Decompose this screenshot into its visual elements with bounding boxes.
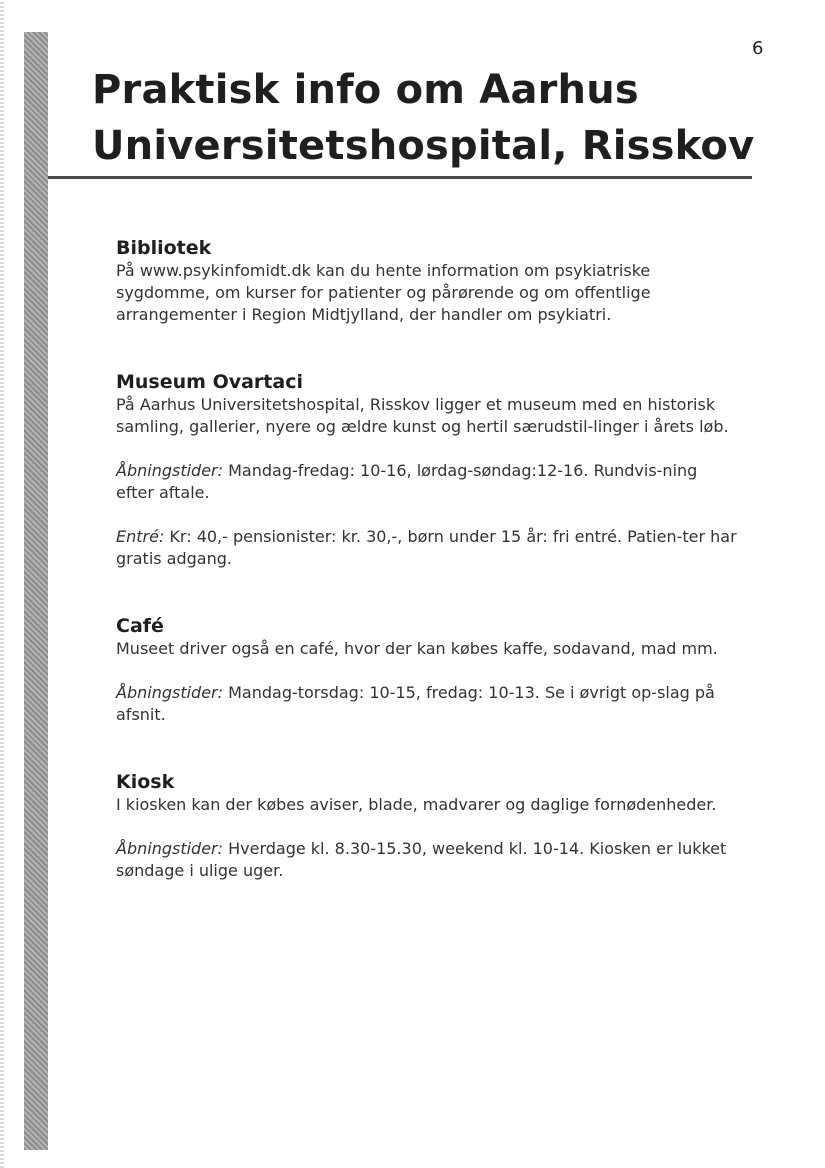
kiosk-hours-label: Åbningstider: [116, 839, 224, 858]
museum-text: På Aarhus Universitetshospital, Risskov ligger et museum med en historisk samling, gallerier, nyere og ældre kunst og hertil særudstil-linger i årets løb. [116, 395, 729, 436]
section-museum [116, 370, 738, 570]
content-area [116, 236, 738, 926]
page-title [92, 62, 792, 174]
museum-hours-label: Åbningstider: [116, 461, 224, 480]
section-heading-kiosk: Kiosk [116, 771, 175, 793]
kiosk-hours [116, 838, 738, 882]
cafe-hours [116, 682, 738, 726]
museum-hours-text: Mandag-fredag: 10-16, lørdag-søndag:12-16. Rundvis-ning efter aftale. [116, 461, 698, 502]
scan-edge [0, 0, 4, 1168]
section-heading-cafe: Café [116, 615, 164, 637]
section-kiosk [116, 770, 738, 882]
museum-entry-label: Entré: [116, 527, 165, 546]
section-heading-museum: Museum Ovartaci [116, 371, 303, 393]
page-title-line-2: Universitetshospital, Risskov [92, 123, 755, 169]
section-cafe [116, 614, 738, 726]
section-heading-bibliotek: Bibliotek [116, 237, 212, 259]
bibliotek-text: På www.psykinfomidt.dk kan du hente information om psykiatriske sygdomme, om kurser for patienter og pårørende og om offentlige arrangementer i Region Midtjylland, der handler om psykiatri. [116, 261, 651, 324]
page-number: 6 [752, 38, 764, 59]
museum-entry [116, 526, 738, 570]
kiosk-text: I kiosken kan der købes aviser, blade, madvarer og daglige fornødenheder. [116, 795, 717, 814]
kiosk-hours-text: Hverdage kl. 8.30-15.30, weekend kl. 10-14. Kiosken er lukket søndage i ulige uger. [116, 839, 727, 880]
cafe-hours-label: Åbningstider: [116, 683, 224, 702]
page-title-line-1: Praktisk info om Aarhus [92, 67, 639, 113]
cafe-text: Museet driver også en café, hvor der kan købes kaffe, sodavand, mad mm. [116, 639, 718, 658]
cafe-hours-text: Mandag-torsdag: 10-15, fredag: 10-13. Se i øvrigt op-slag på afsnit. [116, 683, 715, 724]
museum-entry-text: Kr: 40,- pensionister: kr. 30,-, børn under 15 år: fri entré. Patien-ter har gratis adgang. [116, 527, 737, 568]
side-bar-decoration [24, 32, 48, 1150]
section-bibliotek [116, 236, 738, 326]
museum-hours [116, 460, 738, 504]
title-divider [48, 176, 752, 179]
